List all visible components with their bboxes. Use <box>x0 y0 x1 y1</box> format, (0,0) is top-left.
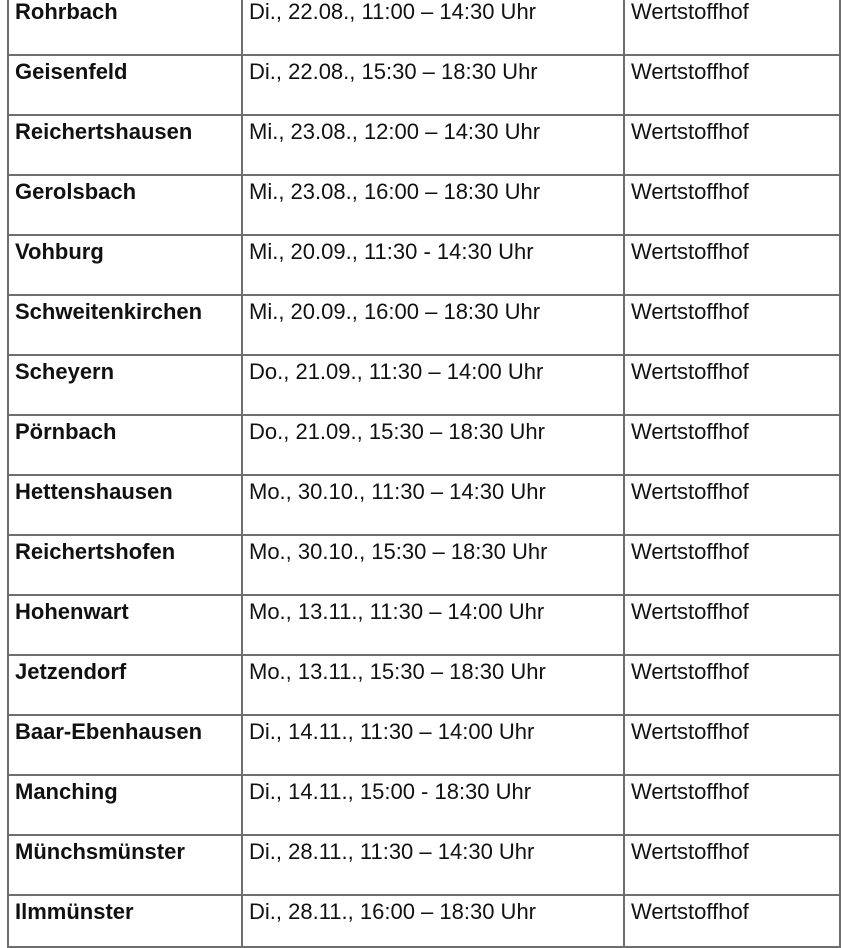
place-cell: Hettenshausen <box>8 475 242 535</box>
location-cell: Wertstoffhof <box>624 895 840 947</box>
location-cell: Wertstoffhof <box>624 595 840 655</box>
table-row <box>8 475 840 535</box>
schedule-body <box>8 0 840 947</box>
time-cell: Di., 22.08., 15:30 – 18:30 Uhr <box>242 55 624 115</box>
table-row <box>8 55 840 115</box>
table-row <box>8 175 840 235</box>
location-cell: Wertstoffhof <box>624 55 840 115</box>
location-cell: Wertstoffhof <box>624 835 840 895</box>
table-row <box>8 715 840 775</box>
place-cell: Gerolsbach <box>8 175 242 235</box>
place-cell: Schweitenkirchen <box>8 295 242 355</box>
collection-schedule-table <box>7 0 841 948</box>
location-cell: Wertstoffhof <box>624 175 840 235</box>
table-row <box>8 595 840 655</box>
place-cell: Ilmmünster <box>8 895 242 947</box>
location-cell: Wertstoffhof <box>624 655 840 715</box>
place-cell: Baar-Ebenhausen <box>8 715 242 775</box>
table-row <box>8 415 840 475</box>
place-cell: Scheyern <box>8 355 242 415</box>
time-cell: Mo., 13.11., 15:30 – 18:30 Uhr <box>242 655 624 715</box>
location-cell: Wertstoffhof <box>624 715 840 775</box>
place-cell: Reichertshofen <box>8 535 242 595</box>
place-cell: Geisenfeld <box>8 55 242 115</box>
location-cell: Wertstoffhof <box>624 115 840 175</box>
table-row <box>8 235 840 295</box>
place-cell: Pörnbach <box>8 415 242 475</box>
time-cell: Mi., 23.08., 12:00 – 14:30 Uhr <box>242 115 624 175</box>
time-cell: Mo., 30.10., 15:30 – 18:30 Uhr <box>242 535 624 595</box>
place-cell: Manching <box>8 775 242 835</box>
table-row <box>8 0 840 55</box>
place-cell: Münchsmünster <box>8 835 242 895</box>
location-cell: Wertstoffhof <box>624 235 840 295</box>
time-cell: Mi., 20.09., 11:30 - 14:30 Uhr <box>242 235 624 295</box>
time-cell: Di., 14.11., 11:30 – 14:00 Uhr <box>242 715 624 775</box>
time-cell: Mo., 13.11., 11:30 – 14:00 Uhr <box>242 595 624 655</box>
place-cell: Rohrbach <box>8 0 242 55</box>
table-row <box>8 655 840 715</box>
table-row <box>8 895 840 947</box>
time-cell: Do., 21.09., 11:30 – 14:00 Uhr <box>242 355 624 415</box>
location-cell: Wertstoffhof <box>624 0 840 55</box>
place-cell: Jetzendorf <box>8 655 242 715</box>
time-cell: Mo., 30.10., 11:30 – 14:30 Uhr <box>242 475 624 535</box>
time-cell: Di., 22.08., 11:00 – 14:30 Uhr <box>242 0 624 55</box>
table-row <box>8 775 840 835</box>
time-cell: Do., 21.09., 15:30 – 18:30 Uhr <box>242 415 624 475</box>
location-cell: Wertstoffhof <box>624 415 840 475</box>
location-cell: Wertstoffhof <box>624 355 840 415</box>
table-row <box>8 835 840 895</box>
location-cell: Wertstoffhof <box>624 535 840 595</box>
table-row <box>8 535 840 595</box>
place-cell: Reichertshausen <box>8 115 242 175</box>
location-cell: Wertstoffhof <box>624 775 840 835</box>
place-cell: Hohenwart <box>8 595 242 655</box>
table-row <box>8 355 840 415</box>
time-cell: Di., 28.11., 11:30 – 14:30 Uhr <box>242 835 624 895</box>
place-cell: Vohburg <box>8 235 242 295</box>
location-cell: Wertstoffhof <box>624 475 840 535</box>
time-cell: Di., 28.11., 16:00 – 18:30 Uhr <box>242 895 624 947</box>
time-cell: Di., 14.11., 15:00 - 18:30 Uhr <box>242 775 624 835</box>
time-cell: Mi., 20.09., 16:00 – 18:30 Uhr <box>242 295 624 355</box>
time-cell: Mi., 23.08., 16:00 – 18:30 Uhr <box>242 175 624 235</box>
location-cell: Wertstoffhof <box>624 295 840 355</box>
table-row <box>8 295 840 355</box>
table-row <box>8 115 840 175</box>
